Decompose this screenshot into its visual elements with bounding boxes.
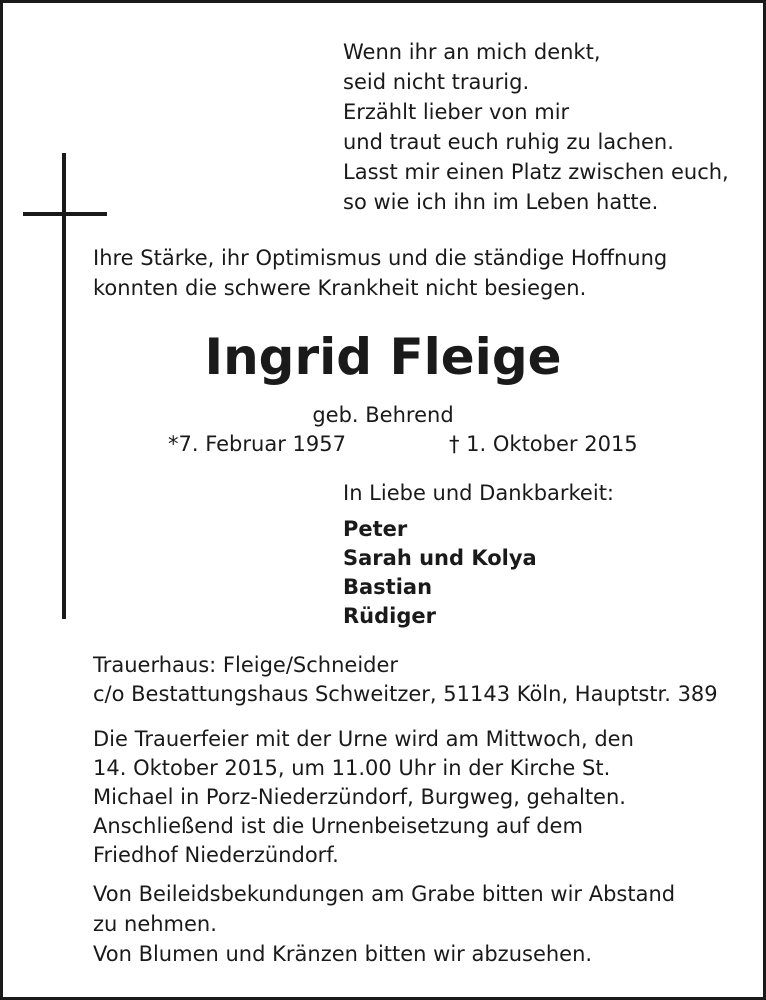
service-line: Die Trauerfeier mit der Urne wird am Mittwoch, den [93, 727, 634, 751]
request-line: Von Blumen und Kränzen bitten wir abzusehen. [93, 942, 593, 966]
service-line: Friedhof Niederzündorf. [93, 843, 339, 867]
statement-line: konnten die schwere Krankheit nicht besiegen. [93, 276, 587, 300]
request-line: Von Beileidsbekundungen am Grabe bitten wir Abstand [93, 882, 676, 906]
mourners-list [343, 514, 537, 630]
mourning-house-line: c/o Bestattungshaus Schweitzer, 51143 Köln, Hauptstr. 389 [93, 682, 718, 706]
birth-date: *7. Februar 1957 [168, 432, 346, 456]
poem [343, 37, 729, 217]
death-date: † 1. Oktober 2015 [449, 432, 638, 456]
service-info [93, 724, 634, 869]
mourning-house [93, 650, 718, 708]
mourner-name: Bastian [343, 575, 433, 599]
request-line: zu nehmen. [93, 912, 217, 936]
mourner-name: Peter [343, 517, 408, 541]
mourner-name: Sarah und Kolya [343, 546, 537, 570]
service-line: Michael in Porz-Niederzündorf, Burgweg, gehalten. [93, 785, 626, 809]
service-line: 14. Oktober 2015, um 11.00 Uhr in der Kirche St. [93, 756, 611, 780]
maiden-name: geb. Behrend [312, 403, 454, 427]
poem-line: Erzählt lieber von mir [343, 100, 570, 124]
statement-line: Ihre Stärke, ihr Optimismus und die ständige Hoffnung [93, 246, 668, 270]
mourning-house-line: Trauerhaus: Fleige/Schneider [93, 653, 399, 677]
poem-line: Lasst mir einen Platz zwischen euch, [343, 160, 729, 184]
poem-line: Wenn ihr an mich denkt, [343, 40, 601, 64]
deceased-name: Ingrid Fleige [204, 328, 562, 386]
service-line: Anschließend ist die Urnenbeisetzung auf dem [93, 814, 583, 838]
mourner-name: Rüdiger [343, 604, 436, 628]
cross-icon-bar [23, 212, 107, 216]
requests [93, 879, 675, 969]
poem-line: so wie ich ihn im Leben hatte. [343, 190, 659, 214]
poem-line: und traut euch ruhig zu lachen. [343, 130, 674, 154]
statement [93, 243, 667, 303]
poem-line: seid nicht traurig. [343, 70, 530, 94]
mourners-intro: In Liebe und Dankbarkeit: [343, 481, 615, 505]
